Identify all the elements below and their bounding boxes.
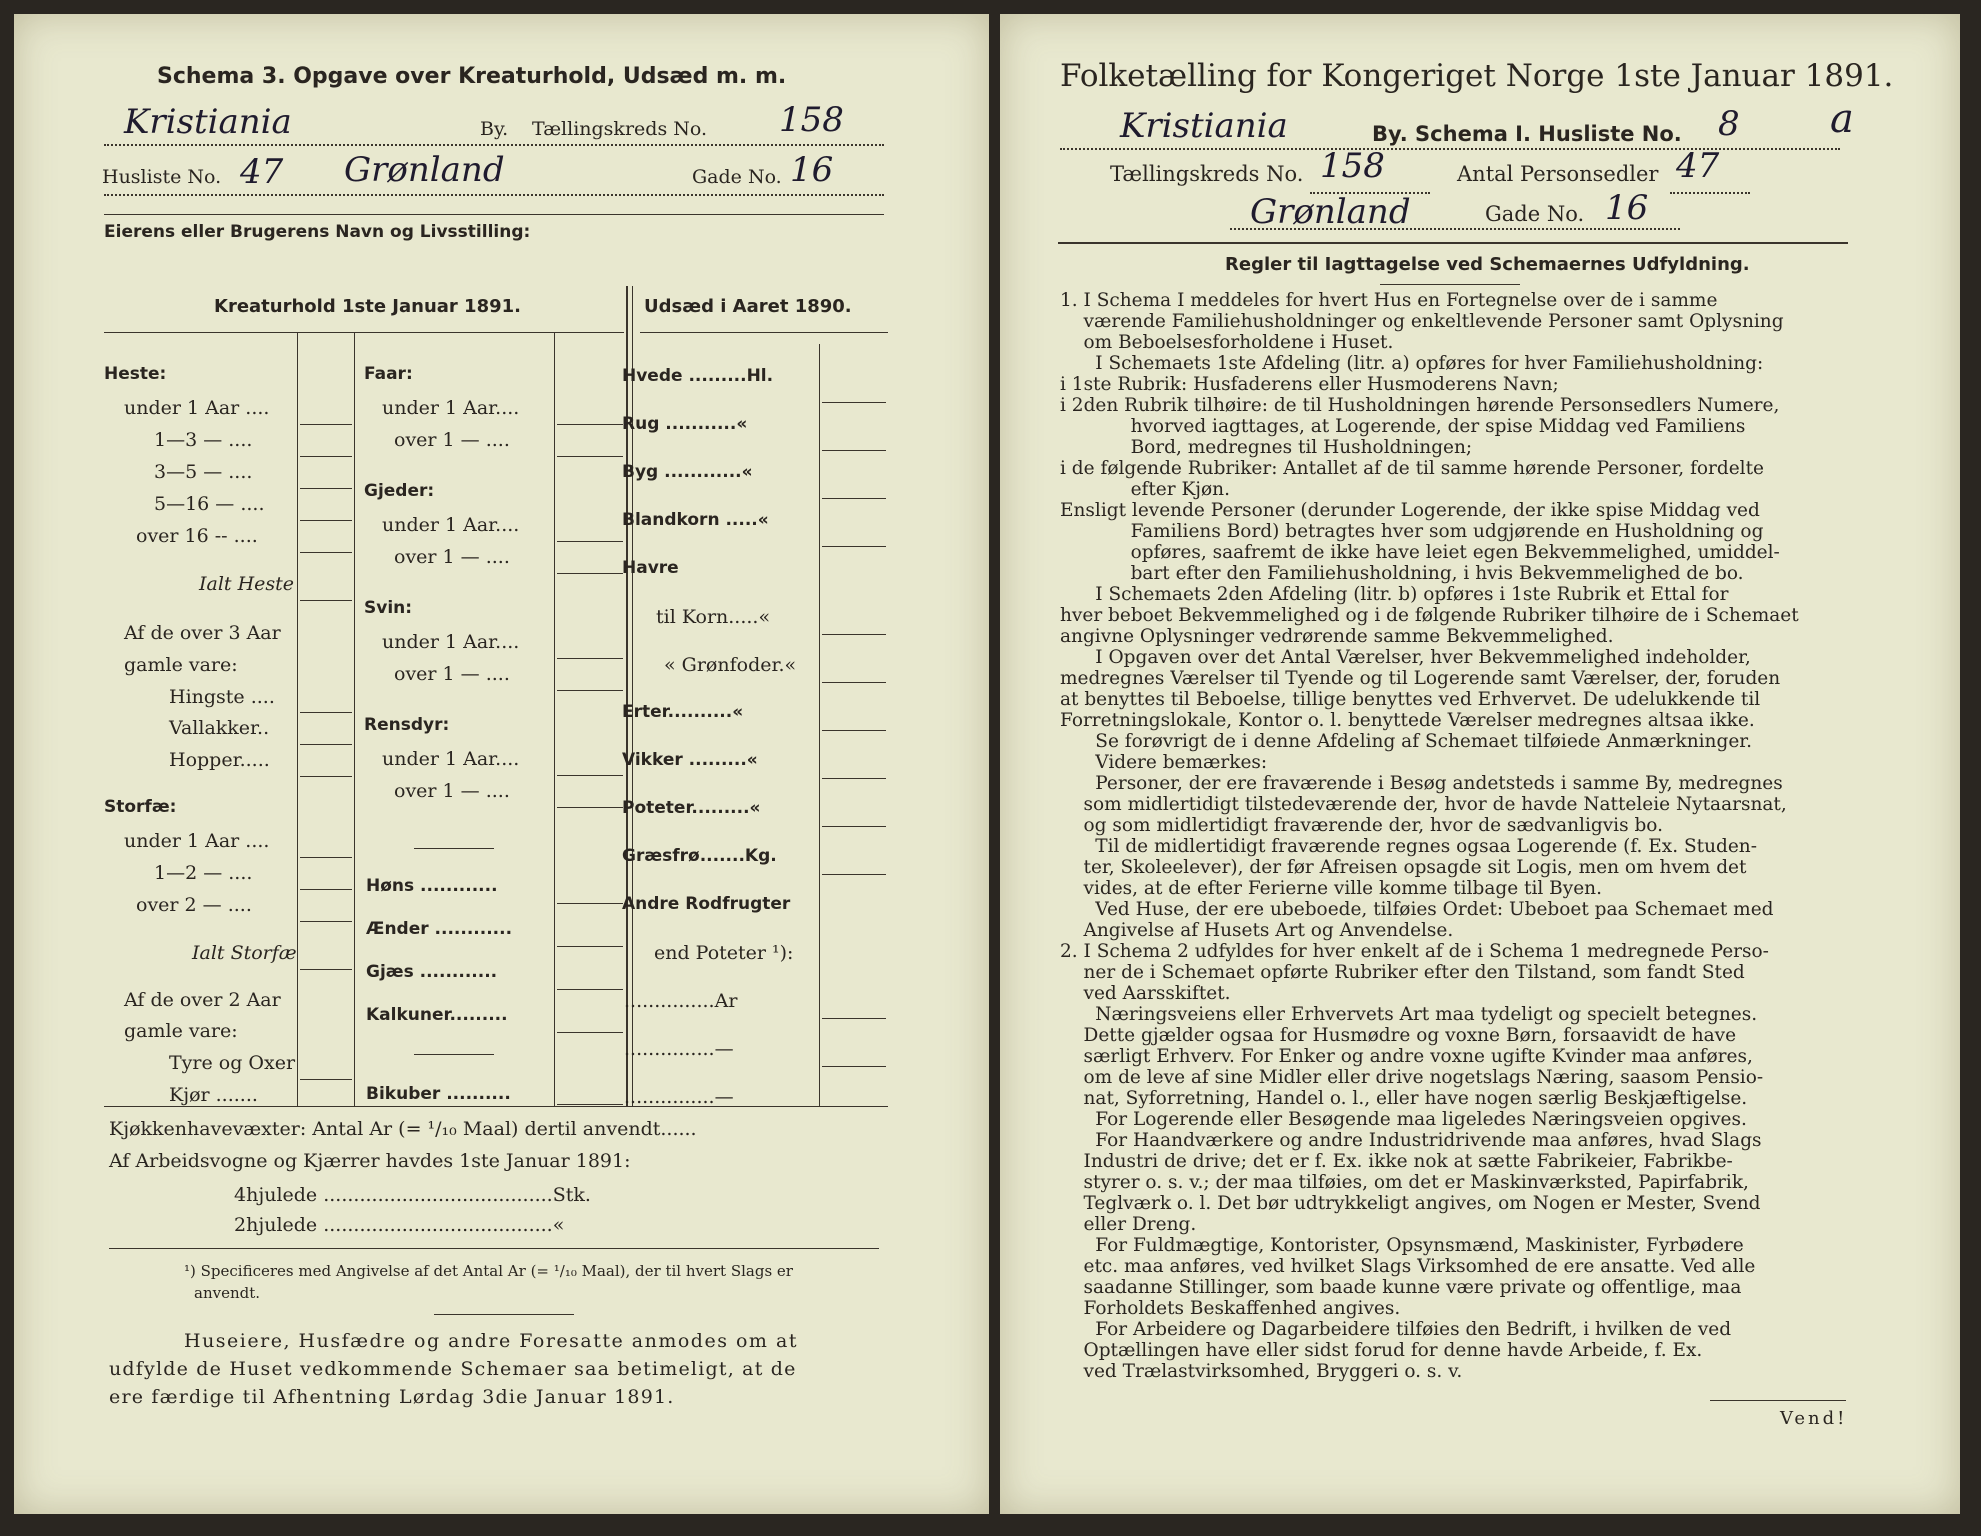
kjokken-line: Kjøkkenhavevæxter: Antal Ar (= ¹/₁₀ Maal) dertil anvendt...... [109,1118,697,1140]
col1-item: Ialt Storfæ [192,942,297,964]
vend-label: Vend! [1780,1408,1848,1429]
by-schema-label: By. Schema I. Husliste No. [1372,122,1682,146]
col3-item: ...............— [624,1086,734,1108]
col1-item: over 16 -- .... [136,525,258,547]
value-line [300,889,352,890]
col1-item: Storfæ: [104,797,177,817]
col2-item: Gjæs ............ [366,962,498,982]
udsaed-header: Udsæd i Aaret 1890. [644,296,852,317]
value-line [300,456,352,457]
value-line [822,546,886,547]
col2-item: under 1 Aar.... [382,397,520,419]
col1-item: gamle vare: [124,654,238,676]
value-line [557,946,623,947]
table-bottom-line [104,1106,888,1107]
value-line [300,969,352,970]
col1-item: Hingste .... [169,686,275,708]
col2-item: under 1 Aar.... [382,514,520,536]
col1-item: under 1 Aar .... [124,397,270,419]
tk-handwritten: 158 [1320,146,1385,186]
city-handwritten: Kristiania [124,102,292,142]
value-line [822,1018,886,1019]
closing-1: Huseiere, Husfædre og andre Foresatte anmodes om at [184,1330,798,1352]
row-line-1 [104,144,884,146]
table-divider [626,286,628,1106]
gade-label: Gade No. [692,166,782,188]
col3-item: Hvede .........Hl. [622,366,774,386]
col2-sep [554,332,555,1106]
short-rule [434,1314,574,1315]
value-line [822,730,886,731]
col3-item: ...............Ar [624,990,738,1012]
rules-text: 1. I Schema I meddeles for hvert Hus en Fortegnelse over de i samme værende Familiehusholdninger og enkeltlevende Personer samt Oplysning om Beboelsesforholdene i Huset. I Schemaets 1ste Afdeling (litr. a) opføres for hver Familiehusholdning: i 1ste Rubrik: Husfaderens eller Husmoderens Navn; i 2den Rubrik tilhøire: de til Husholdningen hørende Personsedlers Numere, hvorved iagttages, at Logerende, der spise Middag ved Familiens Bord, medregnes til Husholdningen; i de følgende Rubriker: Antallet af de til samme hørende Personer, fordelte efter Kjøn. Ensligt levende Personer (derunder Logerende, der ikke spise Middag ved Familiens Bord) betragtes hver som udgjørende en Husholdning og opføres, saafremt de ikke have leiet egen Bekvemmelighed, umiddel- bart efter den Familiehusholdning, i hvis Bekvemmelighed de bo. I Schemaets 2den Afdeling (litr. b) opføres i 1ste Rubrik et Ettal for hver beboet Bekvemmelighed og i de følgende Rubriker tilhøire de i Schemaet angivne Oplysninger vedrørende samme Bekvemmelighed. I Opgaven over det Antal Værelser, hver Bekvemmelighed indeholder, medregnes Værelser til Tyende og til Logerende samt Værelser, der, foruden at benyttes til Beboelse, tillige benyttes ved Erhvervet. De udelukkende til Forretningslokale, Kontor o. l. benyttede Værelser medregnes altsaa ikke. Se forøvrigt de i denne Afdeling af Schemaet tilføiede Anmærkninger. Videre bemærkes: Personer, der ere fraværende i Besøg andetsteds i samme By, medregnes som midlertidigt tilstedeværende der, hvor de havde Natteleie Nytaarsnat, og som midlertidigt fraværende der, hvor de sædvanligvis bo. Til de midlertidigt fraværende regnes ogsaa Logerende (f. Ex. Studen- ter, Skoleelever), der før Afreisen opsagde sit Logis, men om hvem det vides, at de efter Ferierne ville komme tilbage til Byen. Ved Huse, der ere ubeboede, tilføies Ordet: Ubeboet paa Schemaet med Angivelse af Husets Art og Anvendelse. 2. I Schema 2 udfyldes for hver enkelt af de i Schema 1 medregnede Perso- ner de i Schemaet opførte Rubriker efter den Tilstand, som fandt Sted ved Aarsskiftet. Næringsveiens eller Erhvervets Art maa tydeligt og specielt betegnes. Dette gjælder ogsaa for Husmødre og voxne Børn, forsaavidt de have særligt Erhverv. For Enker og andre voxne ugifte Kvinder maa anføres, om de leve af sine Midler eller drive nogetslags Næring, saasom Pensio- nat, Syforretning, Handel o. l., eller have nogen særlig Beskjæftigelse. For Logerende eller Besøgende maa ligeledes Næringsveien opgives. For Haandværkere og andre Industridrivende maa anføres, hvad Slags Industri de drive; det er f. Ex. ikke nok at sætte Fabrikeier, Fabrikbe- styrer o. s. v.; der maa tilføies, om det er Maskinværksted, Papirfabrik, Teglværk o. l. Det bør udtrykkeligt angives, om Nogen er Mester, Svend eller Dreng. For Fuldmægtige, Kontorister, Opsynsmænd, Maskinister, Fyrbødere etc. maa anføres, ved hvilket Slags Virksomhed de ere ansatte. Ved alle saadanne Stillinger, som baade kunne være private og offentlige, maa Forholdets Beskaffenhed angives. For Arbeidere og Dagarbeidere tilføies den Bedrift, i hvilken de ved Optællingen have eller sidst forud for denne havde Arbeide, f. Ex. ved Trælastvirksomhed, Bryggeri o. s. v. [1060,290,1799,1382]
col2-item: under 1 Aar.... [382,631,520,653]
closing-3: ere færdige til Afhentning Lørdag 3die Januar 1891. [109,1386,675,1408]
gade-handwritten: 16 [790,150,834,190]
value-line [557,541,623,542]
value-line [557,690,623,691]
col1-val-sep [354,332,355,1106]
value-line [822,498,886,499]
gade-label: Gade No. [1485,202,1585,226]
footnote-1: ¹) Specificeres med Angivelse af det Antal Ar (= ¹/₁₀ Maal), der til hvert Slags er [184,1262,793,1280]
col3-item: Vikker .........« [622,750,758,770]
value-line [300,712,352,713]
footnote-rule [109,1248,879,1249]
col3-item: « Grønfoder.« [664,654,797,676]
value-line [300,552,352,553]
short-rule [1710,1400,1846,1401]
value-line [822,826,886,827]
col2-item: over 1 — .... [394,429,510,451]
col1-item: Vallakker.. [169,717,270,739]
col3-item: Poteter.........« [622,798,761,818]
value-line [557,903,623,904]
col2-item: under 1 Aar.... [382,748,520,770]
row-line-2 [104,194,884,196]
header-rule [1058,242,1848,244]
value-line [822,634,886,635]
col1-item: 1—2 — .... [154,862,253,884]
col3-item: Græsfrø.......Kg. [622,846,777,866]
value-line [822,450,886,451]
col1-item: Kjør ....... [169,1084,258,1106]
by-label: By. [480,118,509,140]
col1-item: Af de over 3 Aar [124,622,281,644]
value-line [300,921,352,922]
col2-item: Kalkuner......... [366,1005,508,1025]
tk-handwritten: 158 [779,100,844,140]
col3-item: Blandkorn .....« [622,510,769,530]
col2-item: over 1 — .... [394,780,510,802]
husliste-handwritten: 47 [240,152,284,192]
left-title: Schema 3. Opgave over Kreaturhold, Udsæd m. m. [157,64,787,89]
tk-label: Tællingskreds No. [532,118,707,140]
value-line [557,424,623,425]
col1-item: 1—3 — .... [154,429,253,451]
city-handwritten: Kristiania [1120,106,1288,146]
col1-item: gamle vare: [124,1020,238,1042]
col3-item: Rug ...........« [622,414,748,434]
tk-label: Tællingskreds No. [1110,162,1304,186]
street-handwritten: Grønland [1250,192,1411,232]
col3-item: Byg ............« [622,462,753,482]
col1-item: under 1 Aar .... [124,830,270,852]
col2-item: over 1 — .... [394,546,510,568]
right-title: Folketælling for Kongeriget Norge 1ste Januar 1891. [1060,58,1894,94]
value-line [300,600,352,601]
col1-sep [297,332,298,1106]
value-line [300,744,352,745]
value-line [557,658,623,659]
row-line-1 [1060,148,1840,150]
closing-2: udfylde de Huset vedkommende Schemaer saa betimeligt, at de [109,1358,797,1380]
col1-item: 3—5 — .... [154,461,253,483]
value-line [557,807,623,808]
suffix-handwritten: a [1830,96,1854,142]
col3-item: til Korn.....« [656,606,771,628]
table-header-line-left [104,332,624,333]
col1-item: Hopper..... [169,749,270,771]
table-divider-2 [632,286,633,1106]
col2-item: Faar: [364,364,413,384]
col1-item: over 2 — .... [136,894,252,916]
value-line [300,424,352,425]
rules-title: Regler til Iagttagelse ved Schemaernes Udfyldning. [1225,254,1750,275]
antal-label: Antal Personsedler [1457,162,1659,186]
street-handwritten: Grønland [344,150,505,190]
col3-sep [819,344,820,1106]
row-line-3 [1230,228,1680,230]
value-line [557,456,623,457]
col2-item: over 1 — .... [394,663,510,685]
value-line [822,874,886,875]
value-line [822,1066,886,1067]
kreatur-header: Kreaturhold 1ste Januar 1891. [214,296,521,317]
value-line [557,775,623,776]
value-line [300,488,352,489]
value-line [557,989,623,990]
value-line [557,1032,623,1033]
col1-item: 5—16 — .... [154,493,265,515]
gade-handwritten: 16 [1605,188,1649,228]
col3-item: Havre [622,558,679,578]
two-wheel-line: 2hjulede ......................................« [234,1214,565,1236]
four-wheel-line: 4hjulede ......................................Stk. [234,1184,591,1206]
husliste-handwritten: 8 [1718,104,1740,144]
value-line [557,573,623,574]
col2-item: Ænder ............ [366,919,513,939]
col2-item: Bikuber .......... [366,1084,511,1104]
value-line [300,1079,352,1080]
col3-item: Erter..........« [622,702,744,722]
col3-item: end Poteter ¹): [654,942,794,964]
short-rule [1380,284,1520,285]
col1-item: Af de over 2 Aar [124,989,281,1011]
col1-item: Ialt Heste [199,573,295,595]
value-line [822,682,886,683]
col2-item: Svin: [364,598,413,618]
footnote-2: anvendt. [194,1284,261,1302]
col2-item: Høns ............ [366,876,498,896]
value-line [557,1104,623,1105]
value-line [300,776,352,777]
row-line-2b [1670,192,1750,194]
left-page [14,14,989,1514]
col2-item: Gjeder: [364,481,435,501]
col3-item: Andre Rodfrugter [622,894,791,914]
short-rule [414,1054,494,1055]
husliste-label: Husliste No. [102,166,222,188]
arbeid-line: Af Arbeidsvogne og Kjærrer havdes 1ste Januar 1891: [109,1150,631,1172]
col1-item: Heste: [104,364,167,384]
antal-handwritten: 47 [1676,146,1720,186]
value-line [822,402,886,403]
divider [104,214,884,215]
table-header-line-right [640,332,888,333]
value-line [300,520,352,521]
right-page [1000,14,1960,1514]
value-line [822,778,886,779]
col3-item: ...............— [624,1038,734,1060]
col2-item: Rensdyr: [364,715,450,735]
col1-item: Tyre og Oxer [169,1052,296,1074]
value-line [300,857,352,858]
owner-label: Eierens eller Brugerens Navn og Livsstilling: [104,222,531,242]
short-rule [414,848,494,849]
